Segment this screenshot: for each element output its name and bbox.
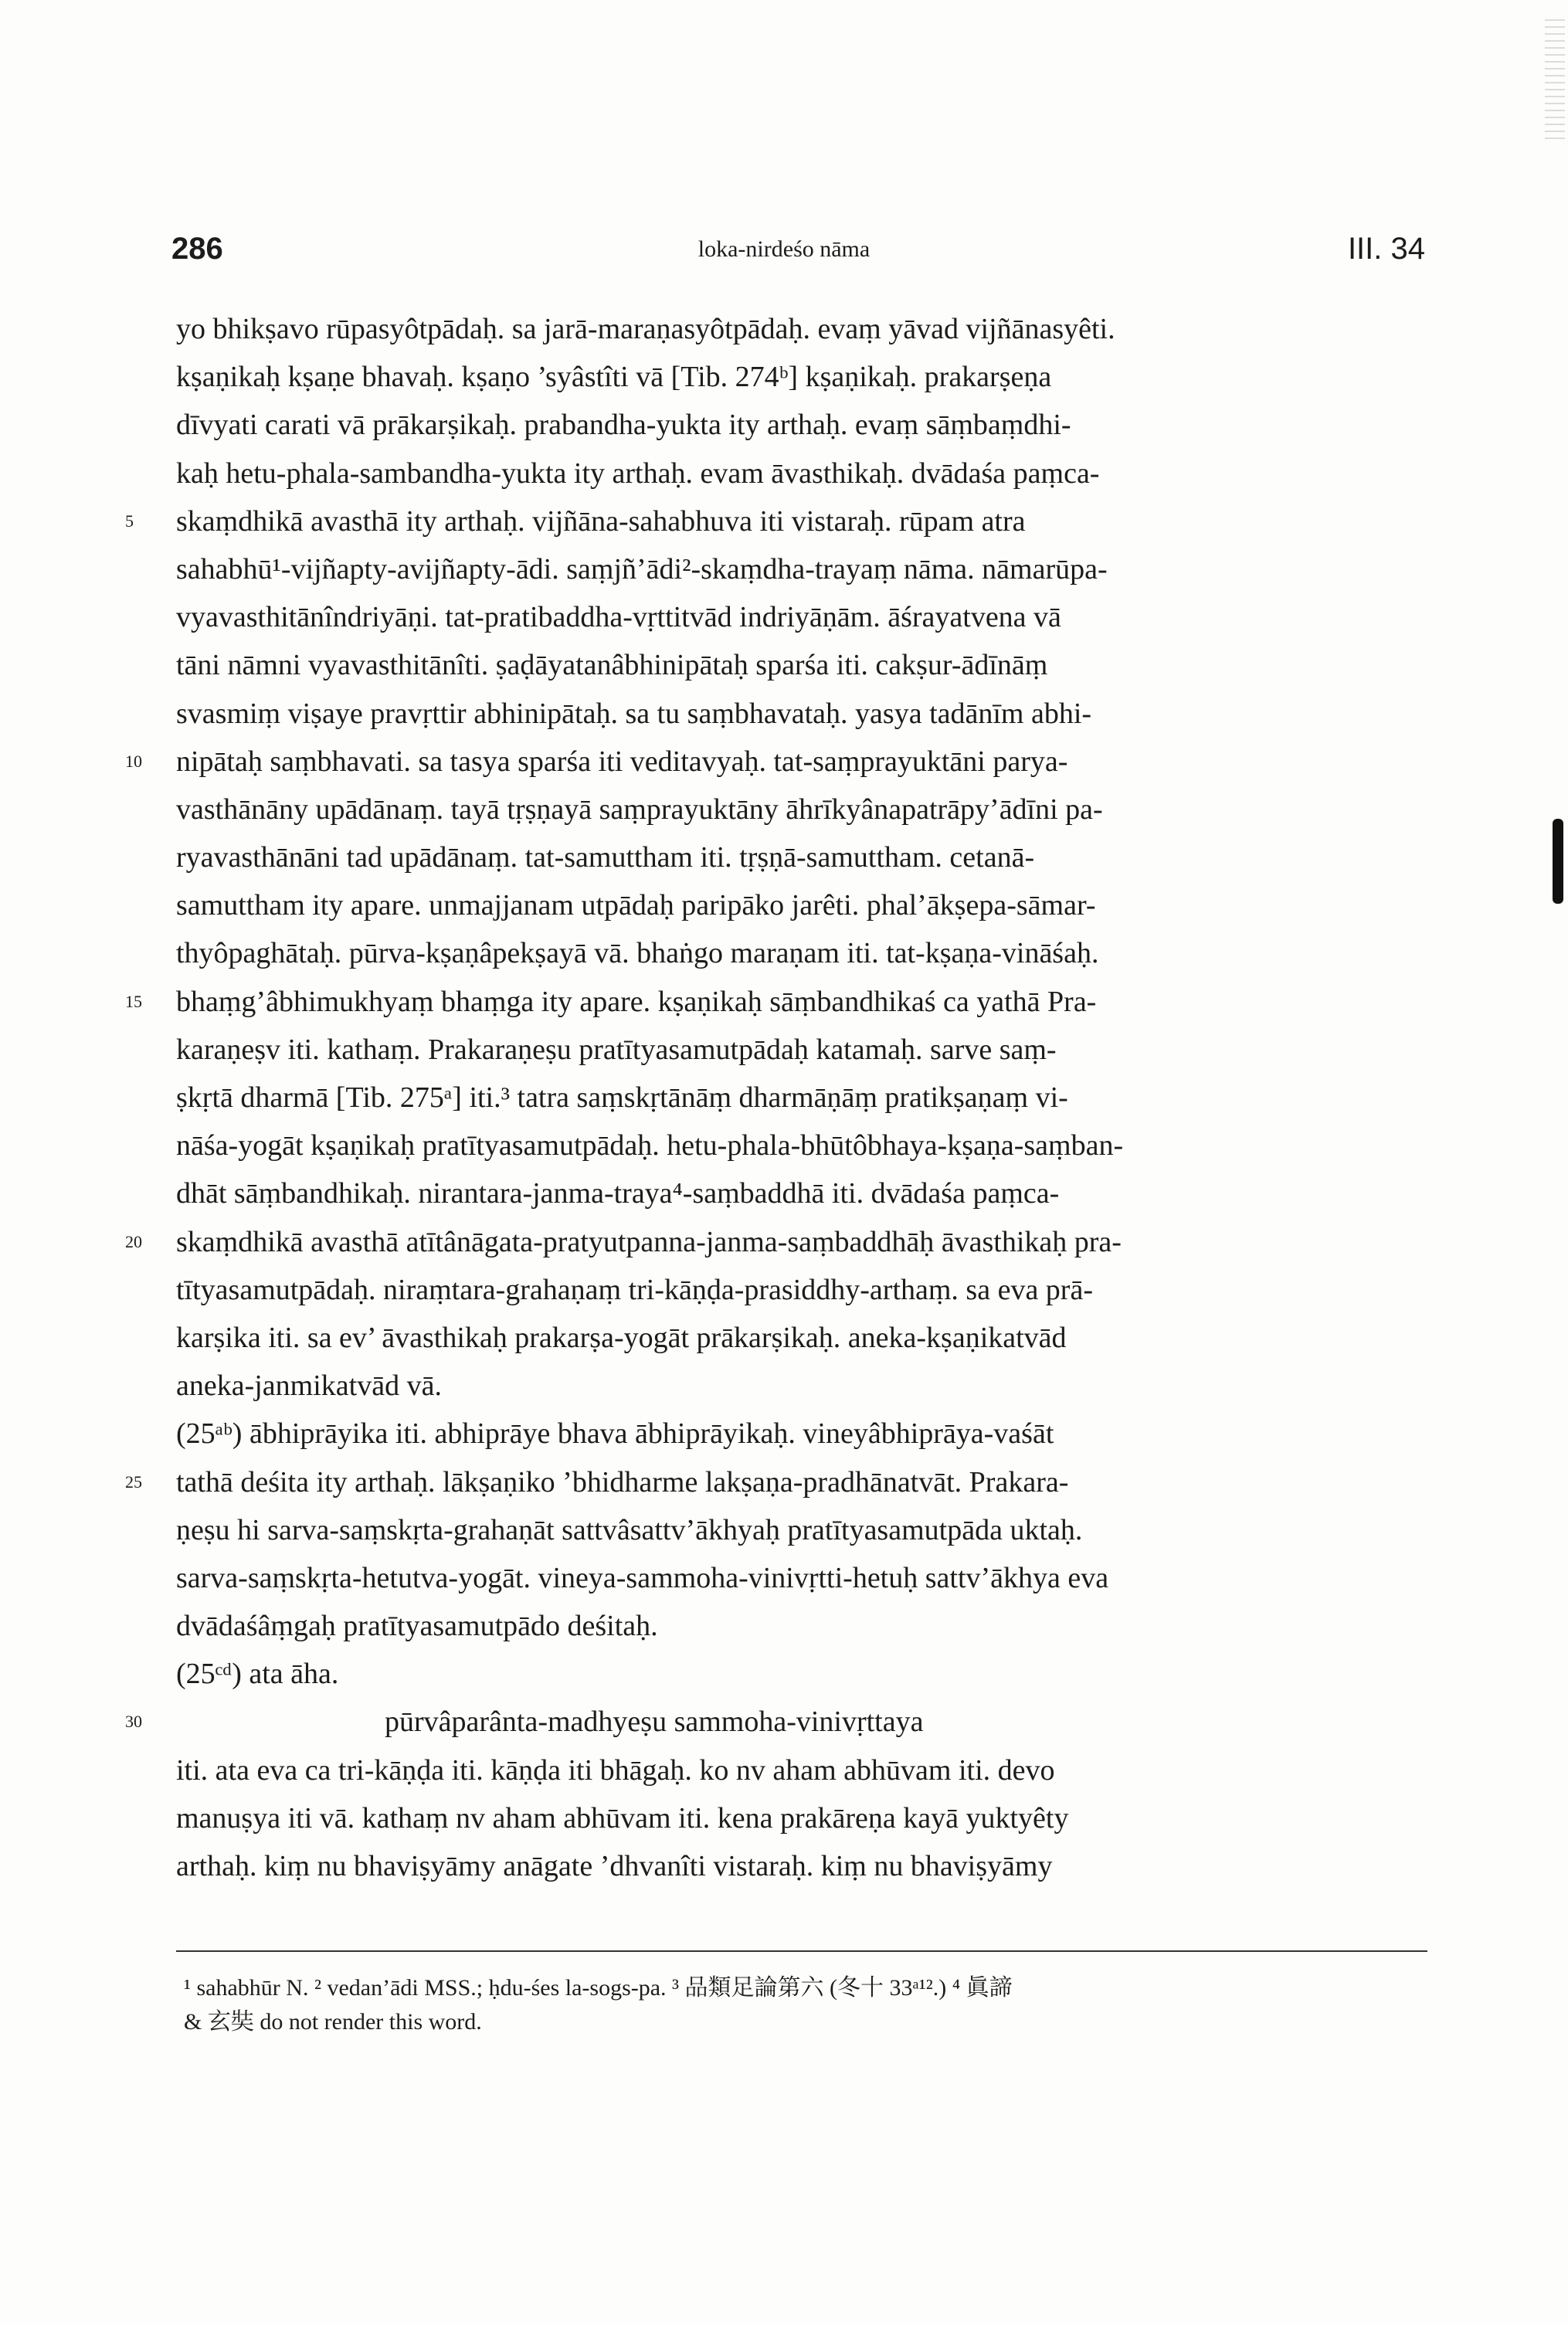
text-line	[176, 833, 1426, 881]
text-line	[176, 1122, 1426, 1169]
verse-line	[125, 1698, 1426, 1746]
line-text: kṣaṇikaḥ kṣaṇe bhavaḥ. kṣaṇo ’syâstîti vā [Tib. 274ᵇ] kṣaṇikaḥ. prakarṣeṇa	[176, 361, 1052, 394]
text-line	[125, 497, 1426, 545]
text-line	[176, 1842, 1426, 1890]
text-line	[176, 545, 1426, 593]
text-line	[176, 401, 1426, 449]
line-text: manuṣya iti vā. kathaṃ nv aham abhūvam iti. kena prakāreṇa kayā yuktyêty	[176, 1801, 1069, 1835]
text-line	[176, 1362, 1426, 1410]
text-line	[176, 929, 1426, 977]
text-line	[176, 1314, 1426, 1362]
line-text: samuttham ity apare. unmajjanam utpādaḥ paripāko jarêti. phal’ākṣepa-sāmar-	[176, 889, 1096, 922]
line-text: sarva-saṃskṛta-hetutva-yogāt. vineya-sammoha-vinivṛtti-hetuḥ sattv’ākhya eva	[176, 1561, 1109, 1594]
text-line	[176, 1410, 1426, 1458]
text-line	[176, 1074, 1426, 1122]
footnote-line: ¹ sahabhūr N. ² vedan’ādi MSS.; ḥdu-śes la-sogs-pa. ³ 品類足論第六 (冬十 33ᵃ¹².) ⁴ 眞諦	[184, 1975, 1013, 2001]
text-line	[176, 1746, 1426, 1794]
line-text: skaṃdhikā avasthā atītânāgata-pratyutpanna-janma-saṃbaddhāḥ āvasthikaḥ pra-	[176, 1225, 1122, 1258]
text-line	[176, 1026, 1426, 1074]
line-number: 25	[125, 1471, 142, 1492]
text-line	[176, 1266, 1426, 1314]
line-text: dvādaśâṃgaḥ pratītyasamutpādo deśitaḥ.	[176, 1610, 658, 1643]
line-text: yo bhikṣavo rūpasyôtpādaḥ. sa jarā-maraṇasyôtpādaḥ. evaṃ yāvad vijñānasyêti.	[176, 313, 1115, 345]
line-text: bhaṃg’âbhimukhyaṃ bhaṃga ity apare. kṣaṇikaḥ sāṃbandhikaś ca yathā Pra-	[176, 985, 1097, 1018]
scan-edge-mark	[1553, 819, 1563, 904]
text-line	[176, 881, 1426, 929]
page-number: 286	[171, 232, 223, 266]
text-line	[176, 450, 1426, 497]
footnote-rule	[176, 1950, 1427, 1952]
line-text: ryavasthānāni tad upādānaṃ. tat-samuttham iti. tṛṣṇā-samuttham. cetanā-	[176, 841, 1035, 874]
line-text: iti. ata eva ca tri-kāṇḍa iti. kāṇḍa iti bhāgaḥ. ko nv aham abhūvam iti. devo	[176, 1753, 1055, 1787]
text-line	[125, 1458, 1426, 1506]
line-text: ṇeṣu hi sarva-saṃskṛta-grahaṇāt sattvâsattv’ākhyaḥ pratītyasamutpāda uktaḥ.	[176, 1513, 1083, 1546]
line-text: sahabhū¹-vijñapty-avijñapty-ādi. saṃjñ’ādi²-skaṃdha-trayaṃ nāma. nāmarūpa-	[176, 552, 1108, 585]
running-title: loka-nirdeśo nāma	[697, 236, 871, 262]
line-text: arthaḥ. kiṃ nu bhaviṣyāmy anāgate ’dhvanîti vistaraḥ. kiṃ nu bhaviṣyāmy	[176, 1850, 1053, 1882]
line-text: nipātaḥ saṃbhavati. sa tasya sparśa iti veditavyaḥ. tat-saṃprayuktāni parya-	[176, 745, 1068, 778]
line-text: tathā deśita ity arthaḥ. lākṣaṇiko ’bhidharme lakṣaṇa-pradhānatvāt. Prakara-	[176, 1465, 1069, 1499]
main-text	[125, 305, 1426, 1890]
text-line	[125, 1218, 1426, 1266]
text-line	[176, 1169, 1426, 1217]
text-line	[176, 1794, 1426, 1842]
text-line	[176, 593, 1426, 641]
line-text: ṣkṛtā dharmā [Tib. 275ᵃ] iti.³ tatra saṃskṛtānāṃ dharmāṇāṃ pratikṣaṇaṃ vi-	[176, 1081, 1068, 1114]
text-line	[176, 353, 1426, 401]
line-number: 5	[125, 511, 134, 531]
text-line	[176, 1554, 1426, 1602]
line-text: pūrvâparânta-madhyeṣu sammoha-vinivṛttaya	[385, 1706, 924, 1739]
text-line	[125, 738, 1426, 786]
line-text: nāśa-yogāt kṣaṇikaḥ pratītyasamutpādaḥ. hetu-phala-bhūtôbhaya-kṣaṇa-saṃban-	[176, 1129, 1124, 1162]
text-line	[176, 1650, 1426, 1698]
text-line	[176, 690, 1426, 738]
text-line	[125, 978, 1426, 1026]
scan-speckle	[1545, 15, 1565, 139]
line-text: tītyasamutpādaḥ. niraṃtara-grahaṇaṃ tri-kāṇḍa-prasiddhy-arthaṃ. sa eva prā-	[176, 1273, 1093, 1306]
text-line	[176, 786, 1426, 833]
text-line	[176, 1602, 1426, 1650]
line-text: karṣika iti. sa ev’ āvasthikaḥ prakarṣa-yogāt prākarṣikaḥ. aneka-kṣaṇikatvād	[176, 1321, 1067, 1354]
line-text: svasmiṃ viṣaye pravṛttir abhinipātaḥ. sa tu saṃbhavataḥ. yasya tadānīm abhi-	[176, 697, 1092, 730]
line-text: dīvyati carati vā prākarṣikaḥ. prabandha-yukta ity arthaḥ. evaṃ sāṃbaṃdhi-	[176, 409, 1071, 442]
line-number: 10	[125, 751, 142, 771]
line-number: 15	[125, 991, 142, 1011]
footnote-line: & 玄奘 do not render this word.	[184, 2009, 482, 2035]
line-text: kaḥ hetu-phala-sambandha-yukta ity arthaḥ. evam āvasthikaḥ. dvādaśa paṃca-	[176, 457, 1100, 490]
line-text: thyôpaghātaḥ. pūrva-kṣaṇâpekṣayā vā. bhaṅgo maraṇam iti. tat-kṣaṇa-vināśaḥ.	[176, 937, 1099, 970]
line-number: 30	[125, 1712, 142, 1732]
line-text: (25ᶜᵈ) ata āha.	[176, 1658, 339, 1691]
text-line	[176, 641, 1426, 689]
text-line	[176, 305, 1426, 353]
line-number: 20	[125, 1231, 142, 1251]
line-text: dhāt sāṃbandhikaḥ. nirantara-janma-traya⁴-saṃbaddhā iti. dvādaśa paṃca-	[176, 1177, 1060, 1210]
line-text: skaṃdhikā avasthā ity arthaḥ. vijñāna-sahabhuva iti vistaraḥ. rūpam atra	[176, 504, 1026, 538]
line-text: vasthānāny upādānaṃ. tayā tṛṣṇayā saṃprayuktāny āhrīkyânapatrāpy’ādīni pa-	[176, 793, 1103, 826]
line-text: (25ᵃᵇ) ābhiprāyika iti. abhiprāye bhava ābhiprāyikaḥ. vineyâbhiprāya-vaśāt	[176, 1417, 1054, 1451]
line-text: tāni nāmni vyavasthitānîti. ṣaḍāyatanâbhinipātaḥ sparśa iti. cakṣur-ādīnāṃ	[176, 649, 1048, 682]
line-text: vyavasthitānîndriyāṇi. tat-pratibaddha-vṛttitvād indriyāṇām. āśrayatvena vā	[176, 601, 1061, 634]
text-line	[176, 1506, 1426, 1554]
line-text: aneka-janmikatvād vā.	[176, 1370, 442, 1403]
section-reference: III. 34	[1347, 232, 1425, 266]
line-text: karaṇeṣv iti. kathaṃ. Prakaraṇeṣu pratītyasamutpādaḥ katamaḥ. sarve saṃ-	[176, 1033, 1057, 1066]
